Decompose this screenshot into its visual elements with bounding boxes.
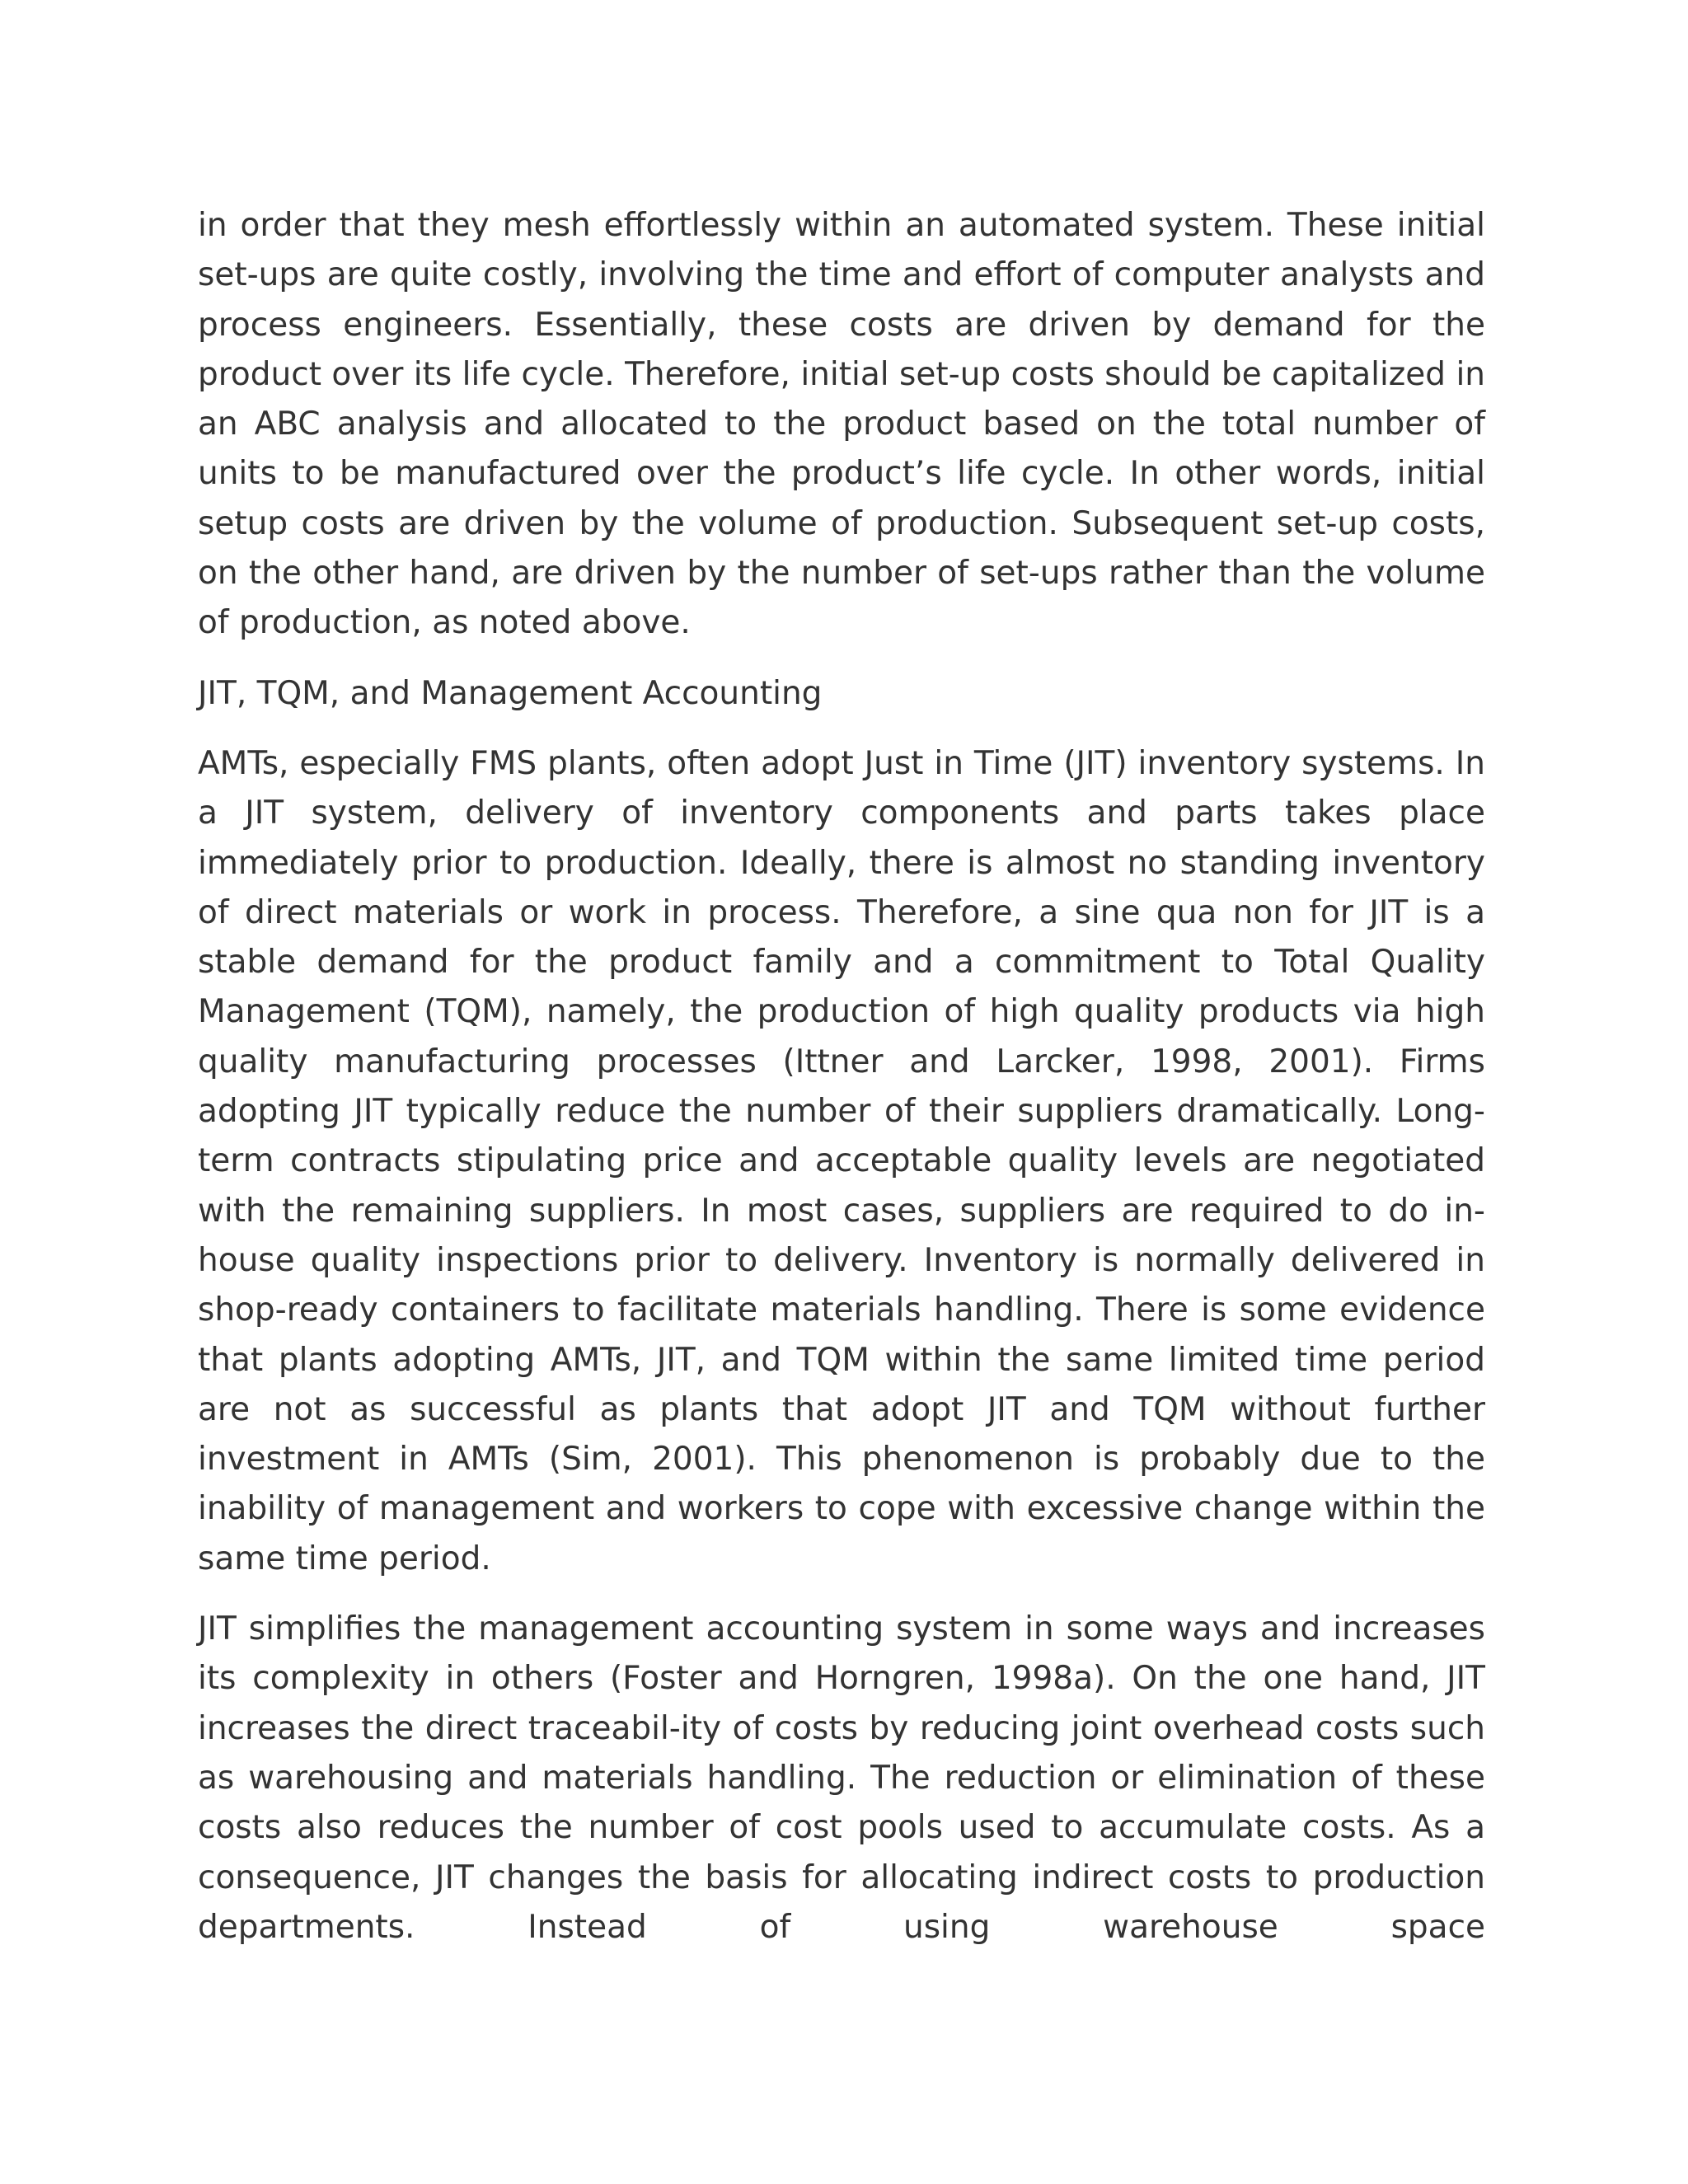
paragraph-jit-accounting: JIT simplifies the management accounting system in some ways and increases its complexity in others (Foster and Horngren, 1998a). On the one hand, JIT increases the direct traceabil-ity of costs by reducing joint overhead costs such as warehousing and materials handling. The reduction or elimination of these costs also reduces the number of cost pools used to accumulate costs. As a consequence, JIT changes the basis for allocating indirect costs to production departments. Instead of using warehouse space xyxy=(198,1610,1485,1946)
document-page xyxy=(198,201,1485,1973)
section-heading: JIT, TQM, and Management Accounting xyxy=(198,674,823,712)
paragraph-setup-costs: in order that they mesh effortlessly within an automated system. These initial set-ups are quite costly, involving the time and effort of computer analysts and process engineers. Essentially, these costs are driven by demand for the product over its life cycle. Therefore, initial set-up costs should be capitalized in an ABC analysis and allocated to the product based on the total number of units to be manufactured over the product’s life cycle. In other words, initial setup costs are driven by the volume of production. Subsequent set-up costs, on the other hand, are driven by the number of set-ups rather than the volume of production, as noted above. xyxy=(198,207,1485,642)
paragraph-jit-tqm: AMTs, especially FMS plants, often adopt Just in Time (JIT) inventory systems. In a JIT system, delivery of inventory components and parts takes place immediately prior to production. Ideally, there is almost no standing inventory of direct materials or work in process. Therefore, a sine qua non for JIT is a stable demand for the product family and a commitment to Total Quality Management (TQM), namely, the production of high quality products via high quality manufacturing processes (Ittner and Larcker, 1998, 2001). Firms adopting JIT typically reduce the number of their suppliers dramatically. Long-term contracts stipulating price and acceptable quality levels are negotiated with the remaining suppliers. In most cases, suppliers are required to do in-house quality inspections prior to delivery. Inventory is normally delivered in shop-ready containers to facilitate materials handling. There is some evidence that plants adopting AMTs, JIT, and TQM within the same limited time period are not as successful as plants that adopt JIT and TQM without further investment in AMTs (Sim, 2001). This phenomenon is probably due to the inability of management and workers to cope with excessive change within the same time period. xyxy=(198,744,1485,1577)
